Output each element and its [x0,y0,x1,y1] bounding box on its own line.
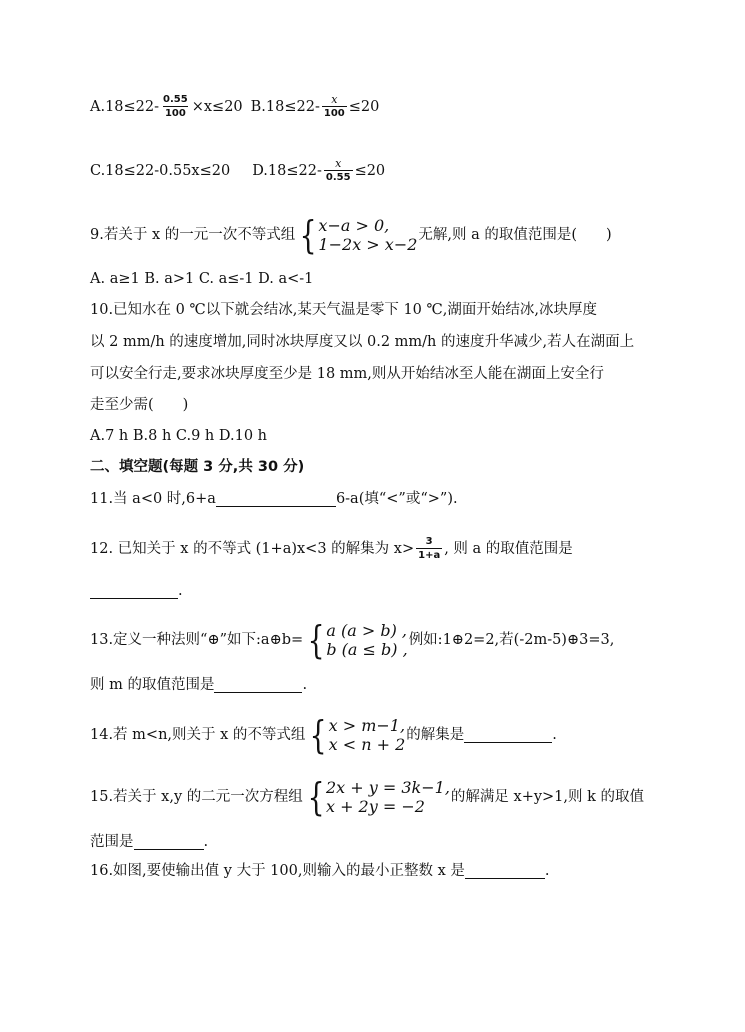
q12-prefix: 12. 已知关于 x 的不等式 (1+a)x<3 的解集为 x> [90,540,415,557]
answer-blank[interactable] [465,864,545,879]
system-row-1: x > m−1, [328,716,406,735]
fraction-denominator: 0.55 [325,172,351,183]
answer-blank[interactable] [216,492,336,507]
question-14 [90,713,557,757]
q9-options: A. a≥1 B. a>1 C. a≤-1 D. a<-1 [90,271,314,287]
q10-line-2: 以 2 mm/h 的速度增加,同时冰块厚度又以 0.2 mm/h 的速度升华减少,若人在湖面上 [90,334,635,350]
period: . [302,677,308,693]
q10-line-3: 可以安全行走,要求冰块厚度至少是 18 mm,则从开始结冰至人能在湖面上安全行 [90,366,604,382]
q13-piecewise [304,618,408,662]
q9-suffix: 无解,则 a 的取值范围是( ) [418,227,612,243]
brace-icon: { [307,618,325,662]
q12-answer-line [90,582,183,600]
period: . [552,727,557,743]
period: . [178,583,183,599]
fraction-denominator: 100 [164,108,186,119]
option-b-suffix: ≤20 [348,98,380,115]
q15-suffix: 的解满足 x+y>1,则 k 的取值 [450,789,645,805]
q15-equation-system [304,775,450,819]
question-12 [90,536,573,561]
q12-fraction [416,536,442,561]
option-d-suffix: ≤20 [354,162,386,179]
option-b-prefix: B.18≤22- [250,98,320,115]
q14-suffix: 的解集是 [406,727,465,743]
fraction-numerator: x [331,93,338,106]
option-b-fraction [322,94,347,119]
brace-icon: { [307,775,325,819]
answer-blank[interactable] [134,835,204,850]
q10-options: A.7 h B.8 h C.9 h D.10 h [90,428,267,444]
option-d-fraction [324,158,353,183]
fraction-numerator: 3 [425,536,433,547]
period: . [203,834,209,850]
question-15 [90,775,645,819]
system-row-2: 1−2x > x−2 [318,235,418,254]
q13-suffix: 例如:1⊕2=2,若(-2m-5)⊕3=3, [408,632,615,648]
answer-blank[interactable] [214,678,302,693]
q13-line-2 [90,676,307,694]
answer-blank[interactable] [464,728,552,743]
period: . [544,863,550,879]
q8-options-ab [90,94,379,119]
question-13 [90,618,615,662]
system-row-2: b (a ≤ b) , [326,640,408,659]
q13-line-2-text: 则 m 的取值范围是 [90,677,215,693]
fraction-denominator: 1+a [418,550,441,561]
q10-line-1: 10.已知水在 0 ℃以下就会结冰,某天气温是零下 10 ℃,湖面开始结冰,冰块厚度 [90,302,597,318]
q16-text: 16.如图,要使输出值 y 大于 100,则输入的最小正整数 x 是 [90,863,465,879]
option-a-suffix: ×x≤20 [191,98,243,115]
q10-line-4: 走至少需( ) [90,397,189,413]
brace-icon: { [299,213,317,257]
system-row-1: 2x + y = 3k−1, [325,778,450,797]
option-d-prefix: D.18≤22- [252,162,322,179]
q15-line-2-text: 范围是 [90,834,134,850]
system-row-1: a (a > b) , [326,621,407,640]
q11-suffix: 6-a(填“<”或“>”). [335,491,458,507]
q14-prefix: 14.若 m<n,则关于 x 的不等式组 [90,727,306,743]
fraction-numerator: 0.55 [163,94,188,105]
system-row-2: x < n + 2 [328,735,406,754]
section-heading: 二、填空题(每题 3 分,共 30 分) [90,459,305,475]
option-a-prefix: A.18≤22- [90,98,160,115]
q15-prefix: 15.若关于 x,y 的二元一次方程组 [90,789,303,805]
question-16 [90,862,549,880]
fraction-numerator: x [335,157,342,170]
q15-line-2 [90,833,208,851]
q13-prefix: 13.定义一种法则“⊕”如下:a⊕b= [90,632,304,648]
q14-inequality-system [306,713,406,757]
q9-inequality-system [296,213,418,257]
system-row-1: x−a > 0, [318,216,390,235]
fraction-denominator: 100 [323,108,345,119]
question-11 [90,490,458,508]
q11-prefix: 11.当 a<0 时,6+a [90,491,216,507]
question-9 [90,213,612,257]
option-c: C.18≤22-0.55x≤20 [90,162,231,179]
system-row-2: x + 2y = −2 [325,797,425,816]
option-a-fraction [161,94,190,119]
q8-options-cd [90,158,385,183]
answer-blank[interactable] [90,584,178,599]
brace-icon: { [310,713,327,757]
q12-suffix: , 则 a 的取值范围是 [444,540,573,557]
q9-prefix: 9.若关于 x 的一元一次不等式组 [90,227,296,243]
